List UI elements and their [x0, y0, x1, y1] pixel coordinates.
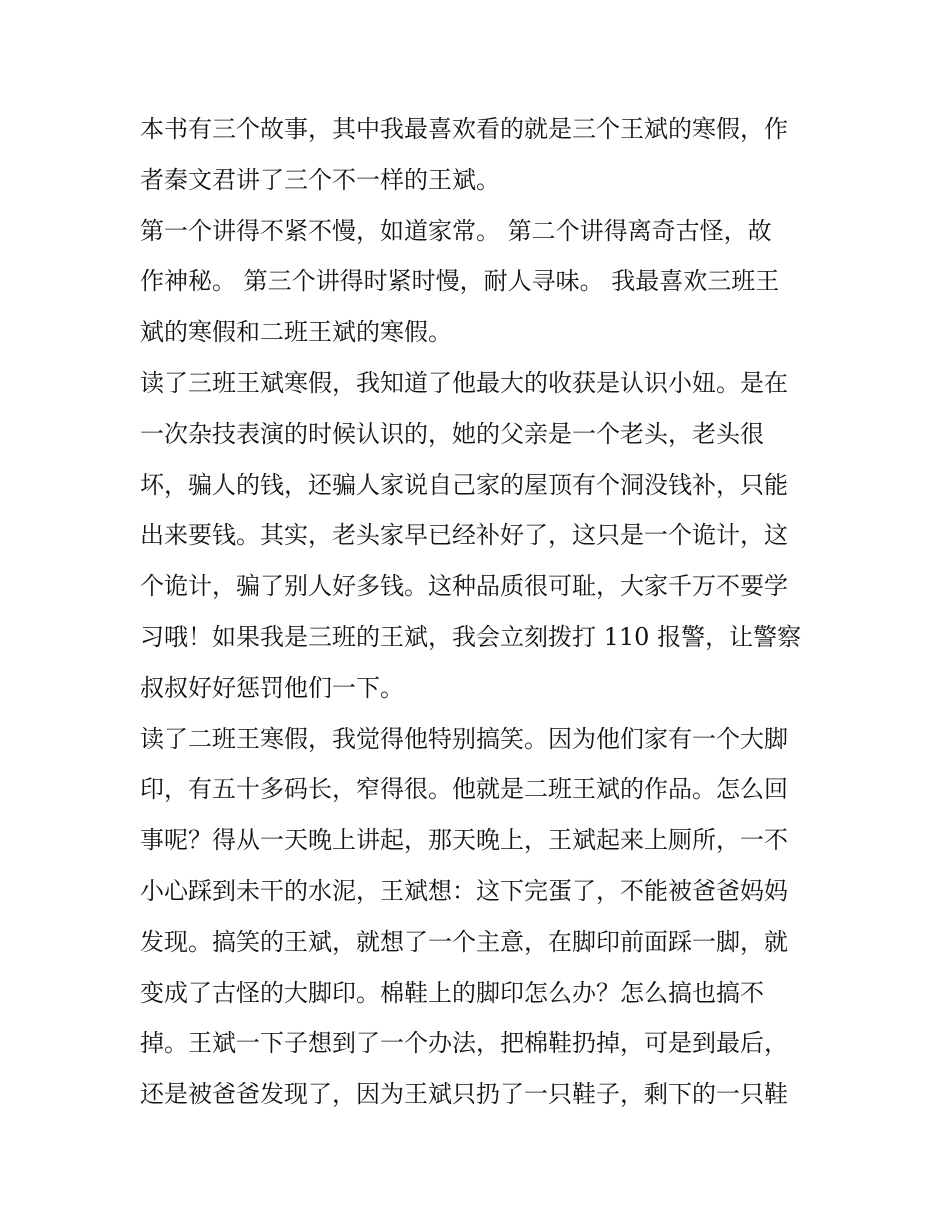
text-line: 斌的寒假和二班王斌的寒假。	[140, 318, 452, 347]
text-line: 掉。王斌一下子想到了一个办法，把棉鞋扔掉，可是到最后，	[140, 1029, 788, 1058]
text-line: 小心踩到未干的水泥，王斌想：这下完蛋了，不能被爸爸妈妈	[140, 876, 788, 905]
text-line: 变成了古怪的大脚印。棉鞋上的脚印怎么办？怎么搞也搞不	[140, 978, 764, 1007]
text-line: 者秦文君讲了三个不一样的王斌。	[140, 165, 500, 194]
text-line: 第一个讲得不紧不慢，如道家常。 第二个讲得离奇古怪，故	[140, 216, 772, 245]
text-line: 坏，骗人的钱，还骗人家说自己家的屋顶有个洞没钱补，只能	[140, 470, 788, 499]
text-line: 读了三班王斌寒假，我知道了他最大的收获是认识小妞。是在	[140, 368, 788, 397]
text-line: 事呢？得从一天晚上讲起，那天晚上，王斌起来上厕所，一不	[140, 826, 788, 855]
text-line: 习哦！如果我是三班的王斌，我会立刻拨打 110 报警，让警察	[140, 622, 802, 651]
text-line: 个诡计，骗了别人好多钱。这种品质很可耻，大家千万不要学	[140, 572, 788, 601]
text-line: 发现。搞笑的王斌，就想了一个主意，在脚印前面踩一脚，就	[140, 927, 788, 956]
text-line: 还是被爸爸发现了，因为王斌只扔了一只鞋子，剩下的一只鞋	[140, 1080, 788, 1109]
text-line: 一次杂技表演的时候认识的，她的父亲是一个老头，老头很	[140, 419, 764, 448]
document-page	[140, 104, 815, 1120]
text-line: 印，有五十多码长，窄得很。他就是二班王斌的作品。怎么回	[140, 775, 788, 804]
text-line: 本书有三个故事，其中我最喜欢看的就是三个王斌的寒假，作	[140, 115, 788, 143]
text-line: 叔叔好好惩罚他们一下。	[140, 673, 404, 702]
text-line: 作神秘。 第三个讲得时紧时慢，耐人寻味。 我最喜欢三班王	[140, 267, 780, 296]
text-line: 出来要钱。其实，老头家早已经补好了，这只是一个诡计，这	[140, 521, 788, 550]
text-line: 读了二班王寒假，我觉得他特别搞笑。因为他们家有一个大脚	[140, 724, 788, 753]
